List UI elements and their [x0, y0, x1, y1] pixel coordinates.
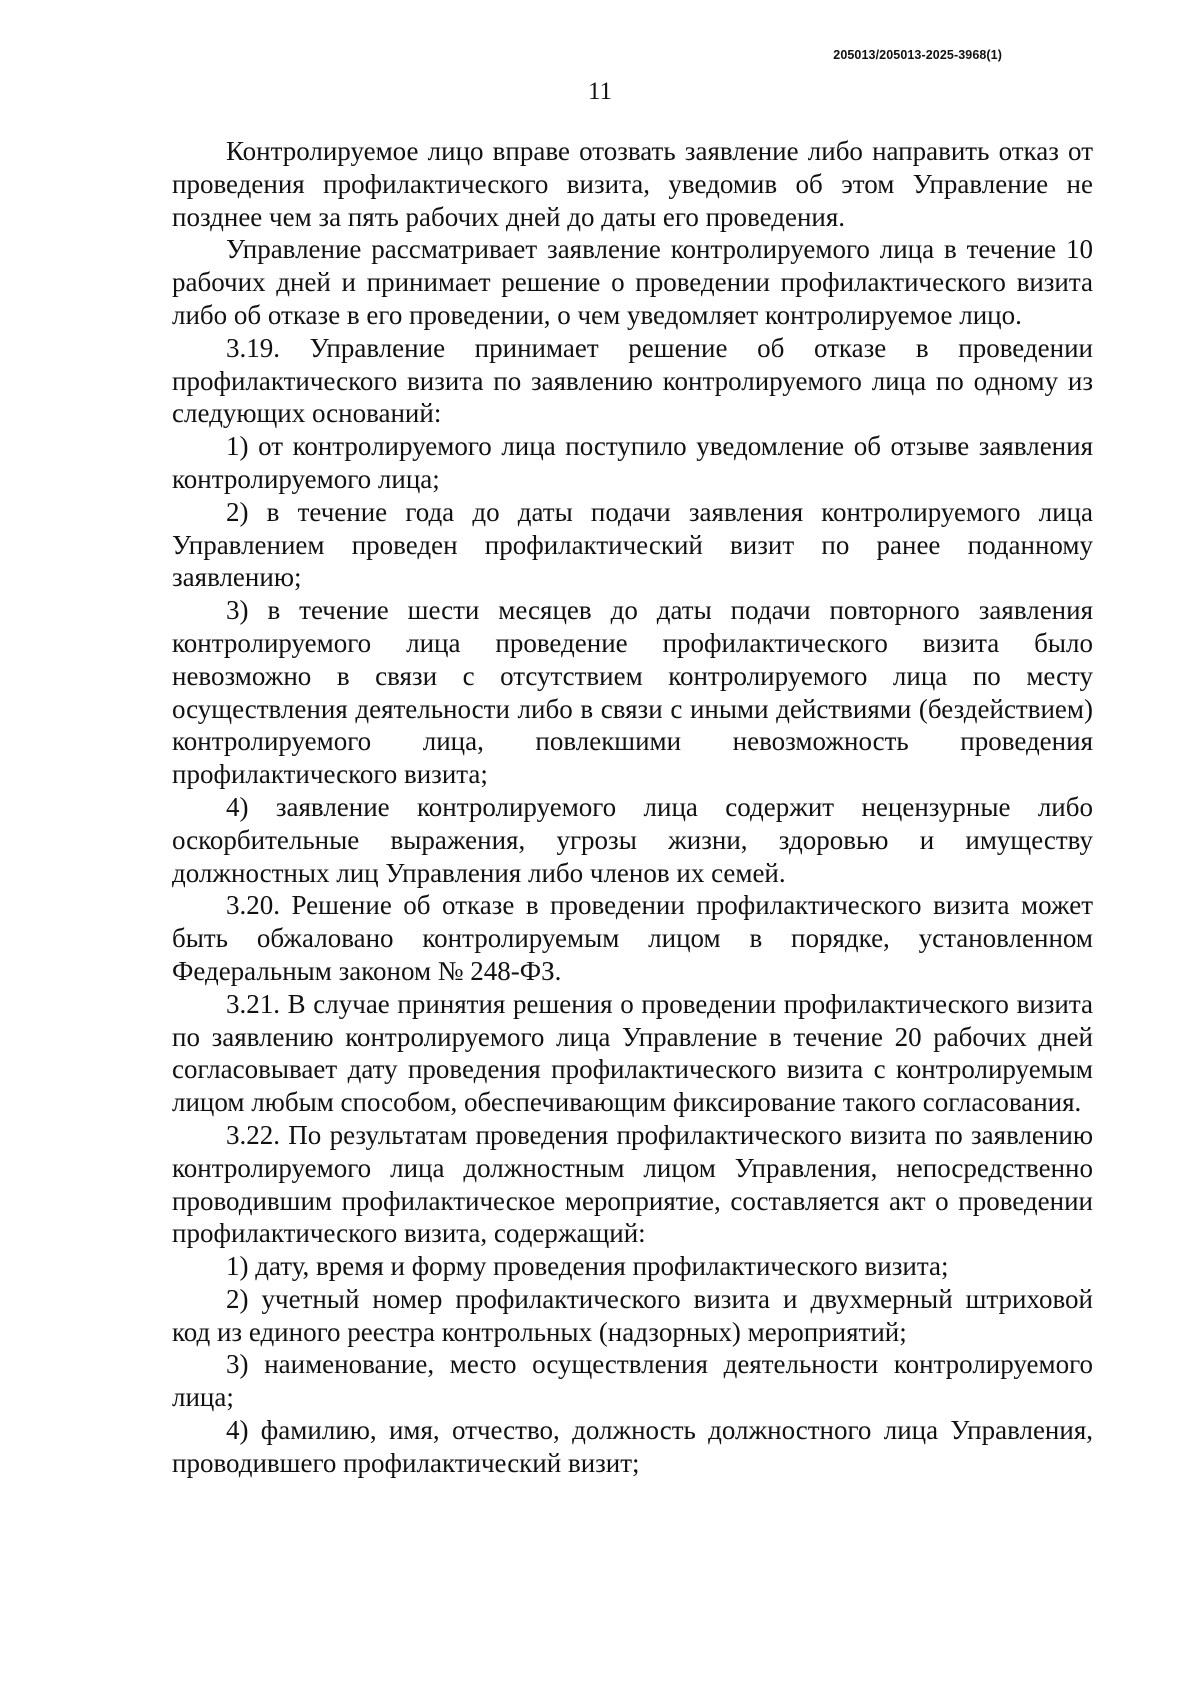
list-item-3-22-2: 2) учетный номер профилактического визита и двухмерный штриховой код из единого реестра контрольных (надзорных) мероприятий; [172, 1283, 1093, 1347]
paragraph-3-19: 3.19. Управление принимает решение об отказе в проведении профилактического визита по заявлению контролируемого лица по одному из следующих оснований: [172, 332, 1093, 429]
paragraph-3-22: 3.22. По результатам проведения профилактического визита по заявлению контролируемого лица должностным лицом Управления, непосредственно проводившим профилактическое мероприятие, составляется акт о проведении профилактического визита, содержащий: [172, 1119, 1093, 1249]
list-item-3-19-3: 3) в течение шести месяцев до даты подачи повторного заявления контролируемого лица проведение профилактического визита было невозможно в связи с отсутствием контролируемого лица по месту осуществления деятельности либо в связи с иными действиями (бездействием) контролируемого лица, повлекшими невозможность проведения профилактического визита; [172, 595, 1093, 790]
page-number: 11 [587, 78, 613, 105]
document-body [172, 135, 1093, 1480]
list-item-3-22-4: 4) фамилию, имя, отчество, должность должностного лица Управления, проводившего профилактический визит; [172, 1415, 1093, 1478]
list-item-3-19-2: 2) в течение года до даты подачи заявления контролируемого лица Управлением проведен профилактический визит по ранее поданному заявлению; [172, 496, 1093, 593]
list-item-3-22-3: 3) наименование, место осуществления деятельности контролируемого лица; [172, 1349, 1093, 1413]
list-item-3-19-1: 1) от контролируемого лица поступило уведомление об отзыве заявления контролируемого лица; [172, 431, 1093, 494]
list-item-3-19-4: 4) заявление контролируемого лица содержит нецензурные либо оскорбительные выражения, угрозы жизни, здоровью и имуществу должностных лиц Управления либо членов их семей. [172, 791, 1093, 888]
document-id: 205013/205013-2025-3968(1) [833, 48, 1002, 62]
paragraph-3-20: 3.20. Решение об отказе в проведении профилактического визита может быть обжаловано контролируемым лицом в порядке, установленном Федеральным законом № 248-ФЗ. [172, 890, 1093, 986]
paragraph-3-21: 3.21. В случае принятия решения о проведении профилактического визита по заявлению контролируемого лица Управление в течение 20 рабочих дней согласовывает дату проведения профилактического визита с контролируемым лицом любым способом, обеспечивающим фиксирование такого согласования. [172, 988, 1093, 1118]
paragraph-withdraw-application: Контролируемое лицо вправе отозвать заявление либо направить отказ от проведения профилактического визита, уведомив об этом Управление не позднее чем за пять рабочих дней до даты его проведения. [172, 136, 1093, 232]
paragraph-review-application: Управление рассматривает заявление контролируемого лица в течение 10 рабочих дней и принимает решение о проведении профилактического визита либо об отказе в его проведении, о чем уведомляет контролируемое лицо. [172, 234, 1093, 330]
list-item-3-22-1: 1) дату, время и форму проведения профилактического визита; [226, 1251, 949, 1282]
